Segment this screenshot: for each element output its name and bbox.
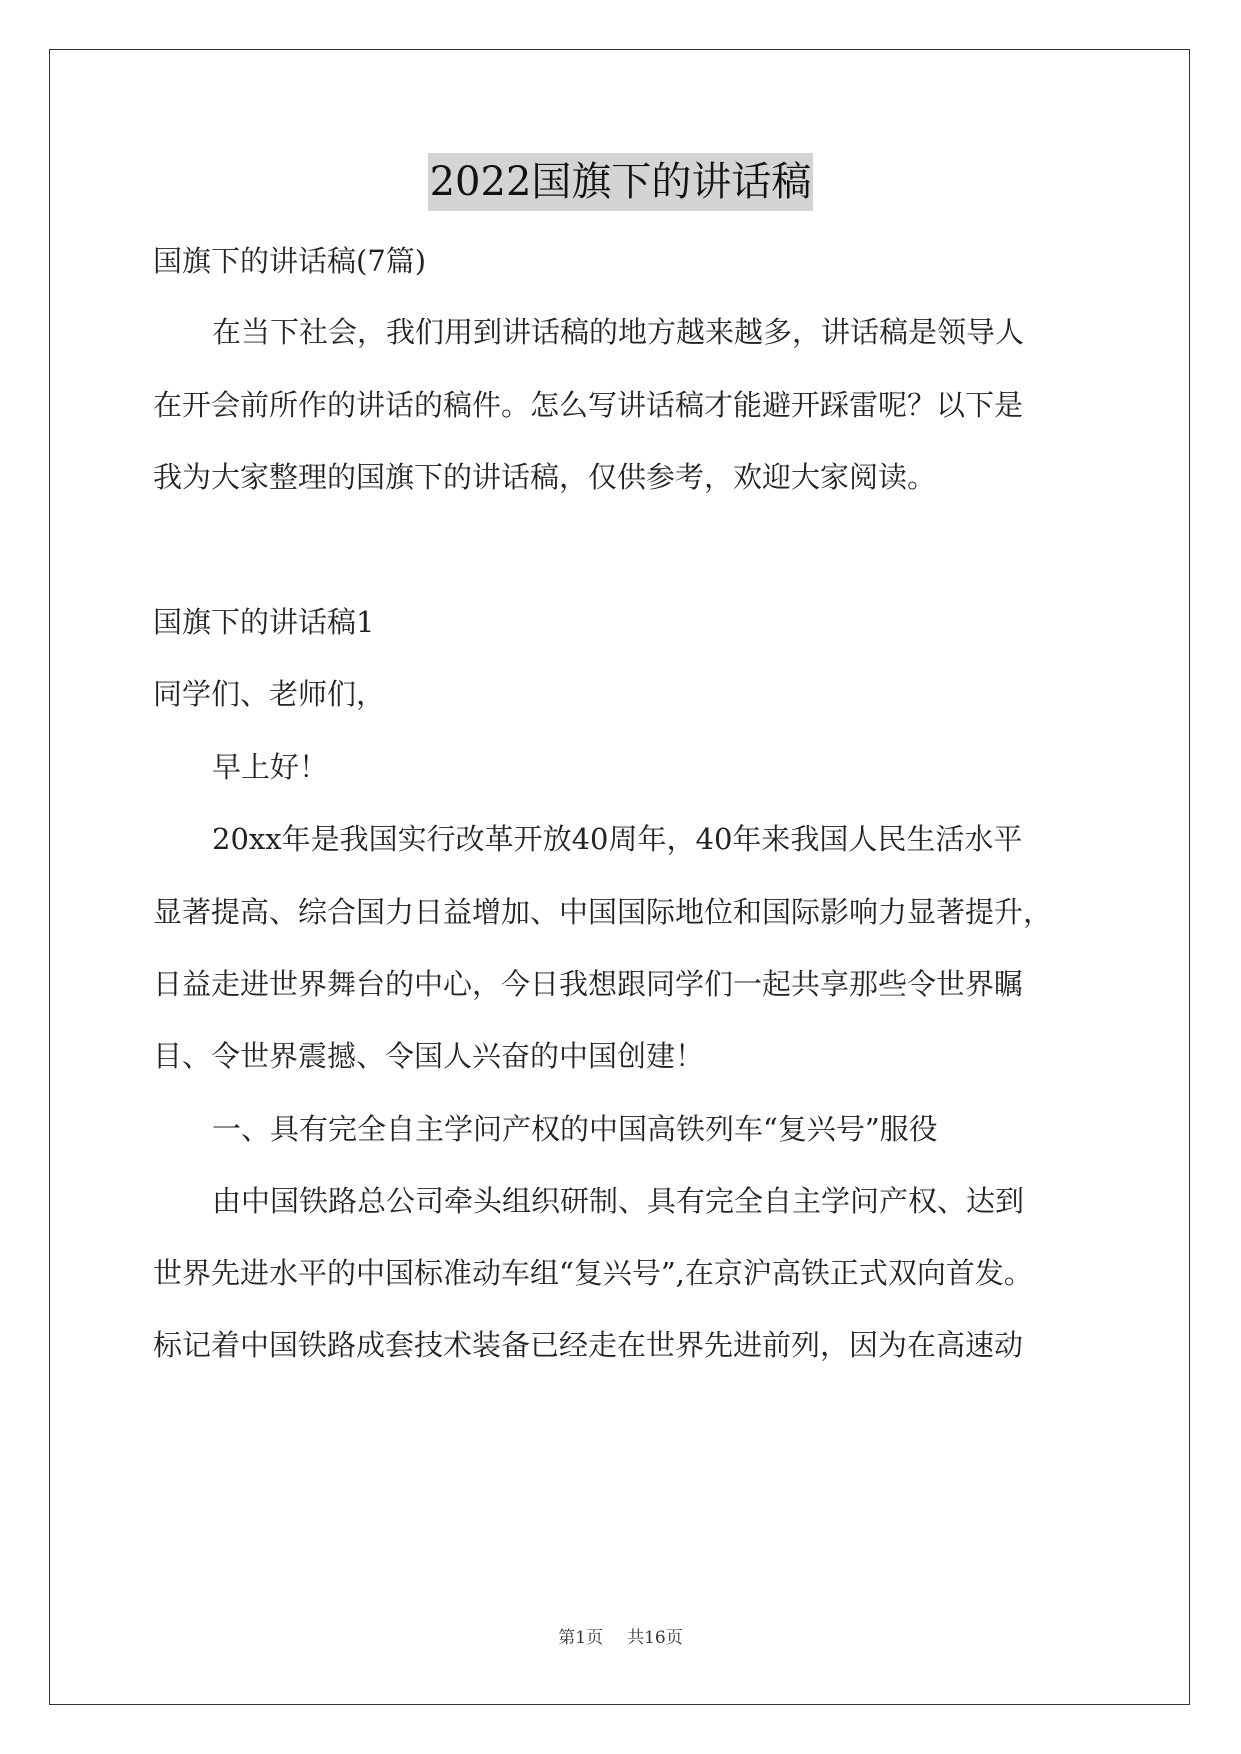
paragraph-line: 标记着中国铁路成套技术装备已经走在世界先进前列，因为在高速动 (153, 1328, 1024, 1362)
page-footer (0, 1626, 1241, 1650)
subtitle-line: 国旗下的讲话稿(7篇) (153, 244, 427, 278)
page-border (49, 49, 1190, 1705)
paragraph-line: 世界先进水平的中国标准动车组“复兴号”,在京沪高铁正式双向首发。 (153, 1256, 1033, 1290)
title-container (0, 153, 1241, 211)
paragraph-line: 日益走进世界舞台的中心，今日我想跟同学们一起共享那些令世界瞩 (153, 967, 1024, 1001)
page-total: 共16页 (627, 1628, 683, 1648)
paragraph-line: 由中国铁路总公司牵头组织研制、具有完全自主学问产权、达到 (212, 1184, 1025, 1218)
paragraph-line: 20xx年是我国实行改革开放40周年，40年来我国人民生活水平 (212, 822, 1023, 856)
greeting-line: 早上好！ (212, 750, 329, 784)
paragraph-line: 目、令世界震撼、令国人兴奋的中国创建！ (153, 1039, 705, 1073)
paragraph-line: 在当下社会，我们用到讲话稿的地方越来越多，讲话稿是领导人 (212, 315, 1025, 349)
paragraph-line: 我为大家整理的国旗下的讲话稿，仅供参考，欢迎大家阅读。 (153, 460, 937, 494)
page-number: 第1页 (558, 1628, 604, 1648)
subheading-line: 一、具有完全自主学问产权的中国高铁列车“复兴号”服役 (212, 1112, 938, 1146)
paragraph-line: 在开会前所作的讲话的稿件。怎么写讲话稿才能避开踩雷呢？以下是 (153, 388, 1024, 422)
section-heading: 国旗下的讲话稿1 (153, 605, 375, 639)
greeting-line: 同学们、老师们， (153, 677, 386, 711)
document-title: 2022国旗下的讲话稿 (428, 153, 814, 211)
paragraph-line: 显著提高、综合国力日益增加、中国国际地位和国际影响力显著提升， (153, 895, 1053, 929)
